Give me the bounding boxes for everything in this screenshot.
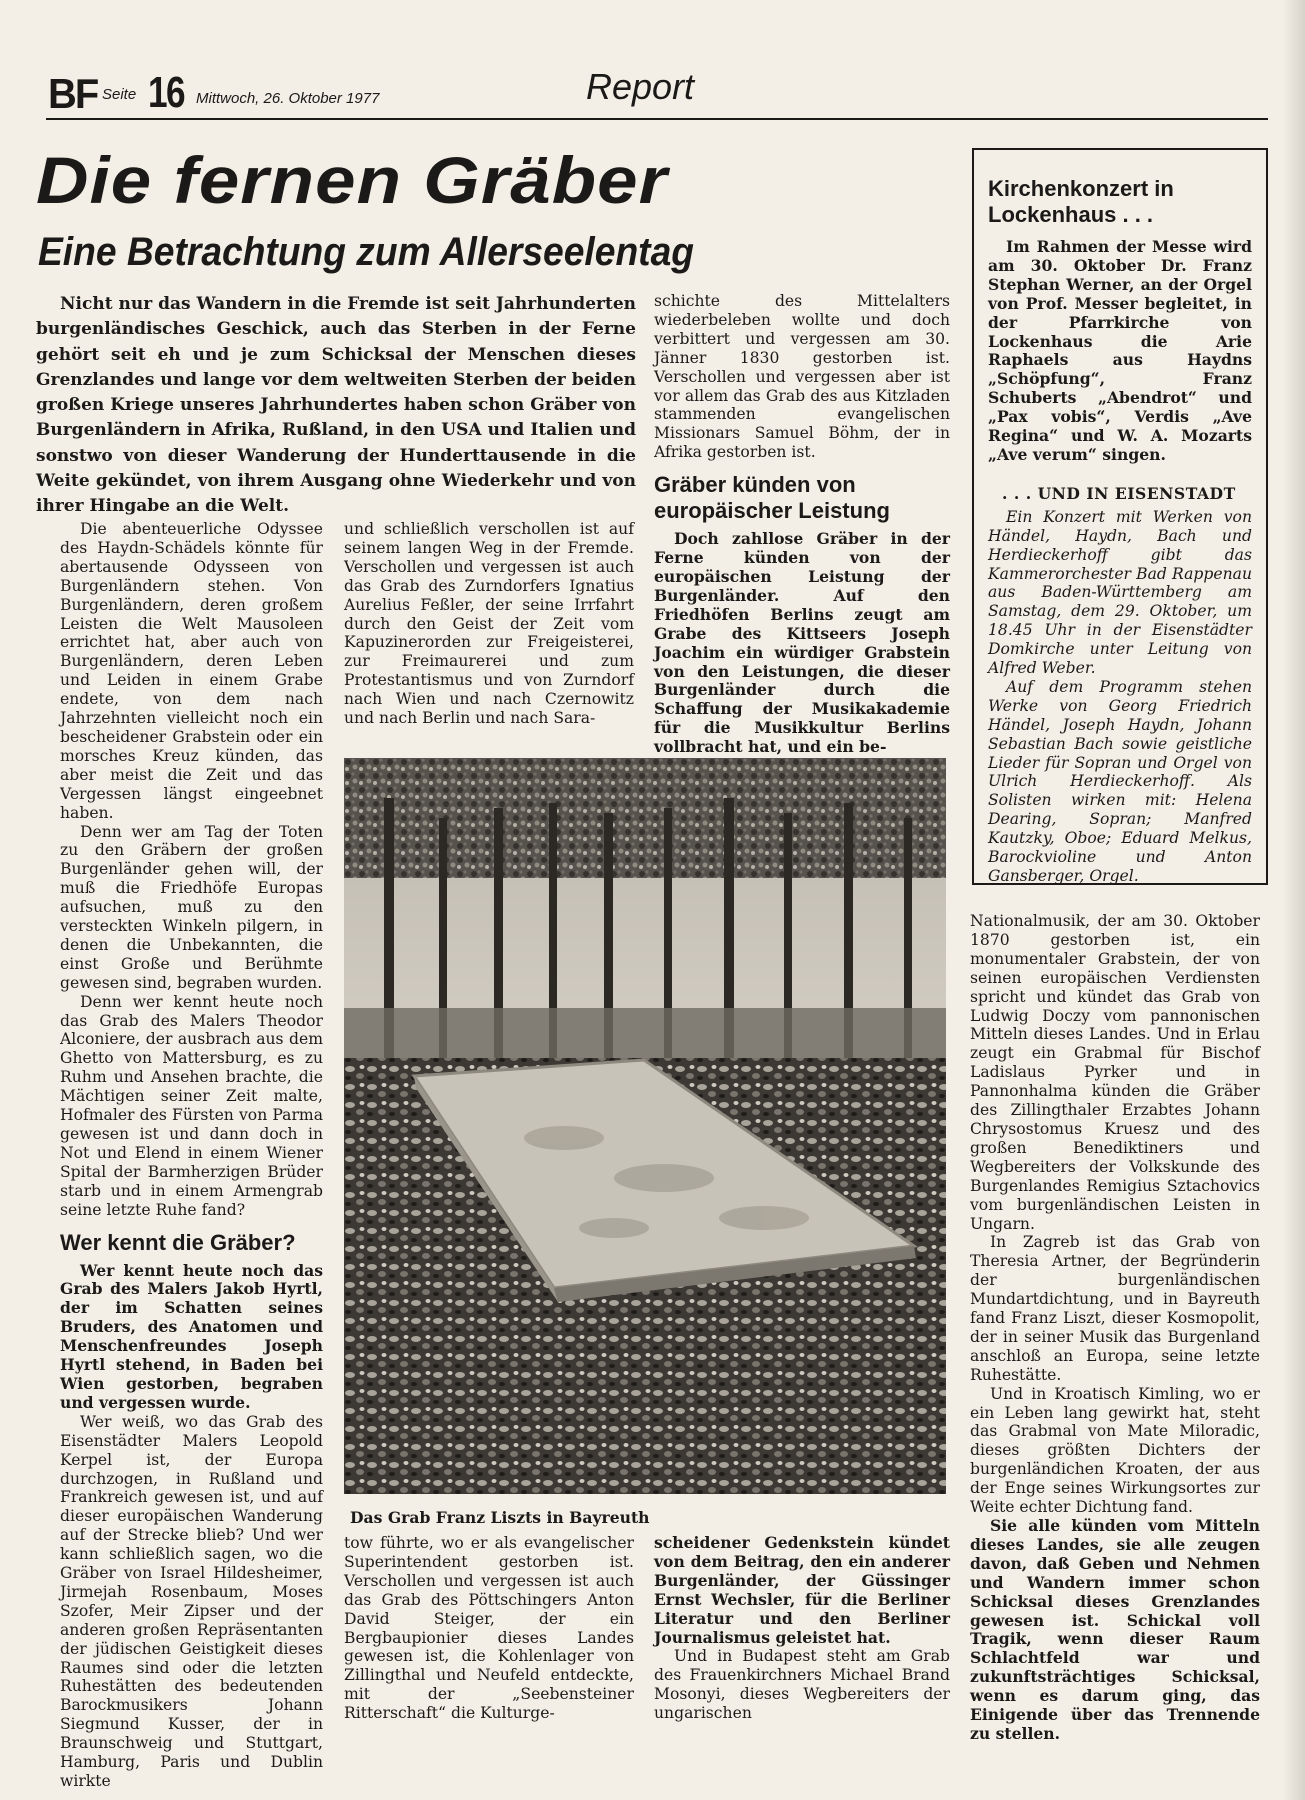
paragraph: Denn wer am Tag der Toten zu den Gräbern der großen Burgenländer gehen will, der muß die Friedhöfe Europas aufsuchen, muß zu den versteckten Winkeln pilgern, in denen die Unbekannten, die einst Große und Berühmte gewesen sind, begraben wurden. [60,822,323,992]
concert-sidebar [972,148,1268,885]
page-number: 16 [148,68,184,117]
paragraph: Die abenteuerliche Odyssee des Haydn-Schädels könnte für abertausende Odysseen von Burgenländern stehen. Von Burgenländern, deren großem Leisten die Welt Mausoleen errichtet hat, aber auch von Burgenländern, deren Leben und Leiden in einem Grabe endete, von dem nach Jahrzehnten vielleicht noch ein bescheidener Grabstein oder ein morsches Kreuz künden, das aber meist die Zeit und das Vergessen längst eingeebnet haben. [60,520,323,822]
seite-label: Seite [102,86,137,103]
sidebar-paragraph: Ein Konzert mit Werken von Händel, Haydn, Bach und Herdieckerhoff gibt das Kammerorchester Bad Rappenau aus Baden-Württemberg am Samstag, dem 29. Oktober, um 18.45 Uhr in der Eisenstädter Domkirche unter Leitung von Alfred Weber. [988,507,1252,678]
paragraph: Wer weiß, wo das Grab des Eisenstädter Malers Leopold Kerpel ist, der Europa durchzogen, in Rußland und Frankreich gewesen ist, und auf dieser europäischen Wanderung auf der Strecke blieb? Und wer kann schließlich sagen, wo die Gräber von Israel Hildesheimer, Jirmejah Rosenbaum, Moses Szofer, Meir Zipser und der anderen großen Repräsentanten der jüdischen Geistigkeit dieses Raumes sind oder die letzten Ruhestätten des bedeutenden Barockmusikers Johann Siegmund Kusser, der in Braunschweig und Stuttgart, Hamburg, Paris und Dublin wirkte [60,1412,323,1790]
paragraph: und schließlich verschollen ist auf seinem langen Weg in der Fremde. Verschollen und vergessen ist auch das Grab des Zurndorfers Ignatius Aurelius Feßler, der seine Irrfahrt durch den Geist der Zeit vom Kapuzinerorden zur Freigeisterei, zur Freimaurerei und zum Protestantismus und von Zurndorf nach Wien und nach Czernowitz und nach Berlin und nach Sara- [344,520,634,728]
issue-date: Mittwoch, 26. Oktober 1977 [196,90,380,107]
section-heading: Gräber künden von europäischer Leistung [654,472,890,524]
paragraph: Und in Budapest steht am Grab des Frauenkirchners Michael Brand Mosonyi, dieses Wegbereiters der ungarischen [654,1647,950,1723]
section-heading: Wer kennt die Gräber? [60,1229,296,1255]
article-column-1 [60,520,323,1791]
photo-caption: Das Grab Franz Liszts in Bayreuth [350,1508,650,1527]
article-column-2 [344,520,634,728]
paragraph: Und in Kroatisch Kimling, wo er ein Leben lang gewirkt hat, steht das Grabmal von Mate Miloradic, dieses größten Dichters der burgenländichen Kroaten, der aus der Enge seines Wirkungsortes zur Weite echter Dichtung fand. [970,1384,1260,1517]
sidebar-title: Kirchenkonzert in Lockenhaus . . . [988,176,1174,227]
paragraph: Sie alle künden vom Mitteln dieses Landes, sie alle zeugen davon, daß Geben und Nehmen und Wandern immer schon Schicksal dieses Grenzlandes gewesen ist. Schickal voll Tragik, wenn dieser Raum Schlachtfeld war und zukunftsträchtiges Schicksal, wenn es darum ging, das Einigende über das Trennende zu stellen. [970,1516,1260,1743]
paragraph: In Zagreb ist das Grab von Theresia Artner, der Begründerin der burgenländischen Mundartdichtung, und in Bayreuth fand Franz Liszt, dieser Kosmopolit, der in seiner Musik das Burgenland anschloß an Europa, seine letzte Ruhestätte. [970,1233,1260,1384]
article-column-3 [654,292,950,757]
page-edge-shadow [1283,0,1305,1800]
article-column-3-bottom [654,1534,950,1723]
article-column-4 [970,912,1260,1744]
headline: Die fernen Gräber [36,143,668,217]
section-title: Report [586,66,695,107]
paragraph: scheidener Gedenkstein kündet von dem Beitrag, den ein anderer Burgenländer, der Güssinger Ernst Wechsler, für die Berliner Literatur und den Berliner Journalismus geleistet hat. [654,1533,950,1647]
sidebar-subheading: . . . UND IN EISENSTADT [1002,483,1236,503]
paragraph: Doch zahllose Gräber in der Ferne künden von der europäischen Leistung der Burgenländer. Auf den Friedhöfen Berlins zeugt am Grabe des Kittseers Joseph Joachim ein würdiger Grabstein von den Leistungen, die dieser Burgenländer durch die Schaffung der Musikakademie für die Musikkultur Berlins vollbracht hat, und ein be- [654,529,950,757]
lead-paragraph: Nicht nur das Wandern in die Fremde ist seit Jahrhunderten burgenländisches Geschick, auch das Sterben in der Ferne gehört seit eh und je zum Schicksal der Menschen dieses Grenzlandes und lange vor dem weltweiten Sterben der beiden großen Kriege unseres Jahrhundertes haben schon Gräber von Burgenländern in Afrika, Rußland, in den USA und Italien und sonstwo von dieser Wanderung der Hunderttausende in die Weite gekündet, von ihrem Ausgang ohne Wiederkehr und von ihrer Hingabe an die Welt. [36,294,636,517]
paragraph: Wer kennt heute noch das Grab des Malers Jakob Hyrtl, der im Schatten seines Bruders, des Anatomen und Menschenfreundes Joseph Hyrtl stehend, in Baden bei Wien gestorben, begraben und vergessen wurde. [60,1260,323,1412]
paragraph: Denn wer kennt heute noch das Grab des Malers Theodor Alconiere, der ausbrach aus dem Ghetto von Mattersburg, es zu Ruhm und Ansehen brachte, die Mächtigen seiner Zeit malte, Hofmaler des Fürsten von Parma gewesen ist und dann doch in Not und Elend in einem Wiener Spital der Barmherzigen Brüder starb und in einem Armengrab seine letzte Ruhe fand? [60,992,323,1219]
sidebar-paragraph: Im Rahmen der Messe wird am 30. Oktober Dr. Franz Stephan Werner, an der Orgel von Prof. Messer begleitet, in der Pfarrkirche von Lockenhaus die Arie Raphaels aus Haydns „Schöpfung“, Franz Schuberts „Abendrot“ und „Pax vobis“, Verdis „Ave Regina“ und W. A. Mozarts „Ave verum“ singen. [988,237,1252,464]
sidebar-paragraph: Auf dem Programm stehen Werke von Georg Friedrich Händel, Joseph Haydn, Johann Sebastian Bach sowie geistliche Lieder für Sopran und Orgel von Ulrich Herdieckerhoff. Als Solisten wirken mit: Helena Dearing, Sopran; Manfred Kautzky, Oboe; Eduard Melkus, Barockvioline und Anton Gansberger, Orgel. [988,677,1252,885]
grave-photo [344,758,946,1494]
subheadline: Eine Betrachtung zum Allerseelentag [38,230,694,274]
paragraph: schichte des Mittelalters wiederbeleben wollte und doch verbittert und vergessen am 30. Jänner 1830 gestorben ist. Verschollen und vergessen aber ist vor allem das Grab des aus Kitzladen stammenden evangelischen Missionars Samuel Böhm, der in Afrika gestorben ist. [654,292,950,462]
article-column-2-bottom [344,1534,634,1723]
paragraph: tow führte, wo er als evangelischer Superintendent gestorben ist. Verschollen und vergessen ist auch das Grab des Pöttschingers Anton David Steiger, der ein Bergbaupionier dieses Landes gewesen ist, die Kohlenlager von Zillingthal und Neufeld entdeckte, mit der „Seebensteiner Ritterschaft“ die Kulturge- [344,1534,634,1723]
page-header [46,66,1268,120]
newspaper-logo: BF [48,70,98,117]
paragraph: Nationalmusik, der am 30. Oktober 1870 gestorben ist, ein monumentaler Grabstein, der von seinen europäischen Verdiensten spricht und kündet das Grab von Ludwig Doczy vom pannonischen Mitteln dieses Landes. Und in Erlau zeugt ein Grabmal für Bischof Ladislaus Pyrker und in Pannonhalma künden die Gräber des Zillingthaler Erzabtes Johann Chrysostomus Kruesz und des großen Benediktiners und Wegbereiters der Volkskunde des Burgenlandes Remigius Sztachovics vom burgenländischen Leisten in Ungarn. [970,912,1260,1233]
photo-illustration [344,758,946,1494]
